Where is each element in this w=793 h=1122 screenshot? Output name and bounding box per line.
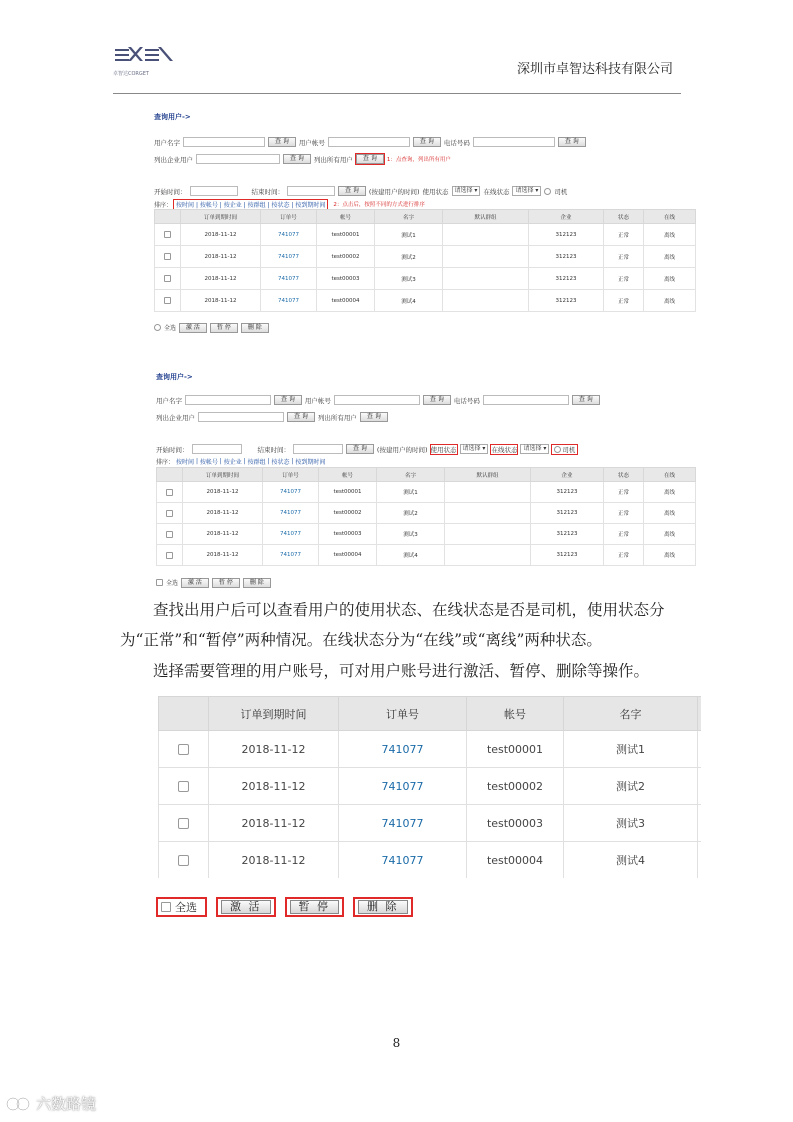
cell (445, 482, 531, 503)
cell: 正常 (604, 224, 644, 246)
cell: 741077 (263, 545, 319, 566)
select-all-checkbox[interactable] (161, 902, 171, 912)
cell: 离线 (644, 545, 696, 566)
cell: 741077 (261, 224, 317, 246)
col-header (698, 697, 702, 731)
row-checkbox[interactable] (178, 818, 189, 829)
cell: 测试3 (564, 805, 698, 842)
table-row[interactable] (157, 545, 696, 566)
delete-control (353, 897, 413, 917)
use-state-select[interactable]: 请选择 ▾ (452, 186, 481, 196)
cell (443, 268, 529, 290)
end-time-label: 结束时间： (251, 187, 284, 196)
table-header (155, 210, 696, 224)
start-time-label: 开始时间： (156, 445, 189, 454)
activate-button[interactable]: 激 活 (179, 323, 207, 333)
cell: 离线 (644, 290, 696, 312)
cell: 741077 (339, 805, 467, 842)
row-checkbox[interactable] (164, 275, 171, 282)
row-checkbox[interactable] (178, 744, 189, 755)
cell: test00003 (467, 805, 564, 842)
screenshot-panel-1 (148, 104, 701, 336)
cell (443, 290, 529, 312)
table-row[interactable] (159, 768, 702, 805)
cell: 2018-11-12 (209, 805, 339, 842)
query-button[interactable]: 查 询 (268, 137, 296, 147)
sort-by-expiry[interactable]: 按到期时间 (295, 201, 326, 209)
screenshot-panel-2 (150, 364, 701, 592)
col-header: 订单号 (261, 210, 317, 224)
user-name-input[interactable] (183, 137, 265, 147)
cell: 测试2 (564, 768, 698, 805)
col-header: 名字 (377, 468, 445, 482)
cell: test00004 (319, 545, 377, 566)
activate-control (216, 897, 276, 917)
cell: 2018-11-12 (183, 524, 263, 545)
cell: 741077 (263, 503, 319, 524)
table-row[interactable] (157, 503, 696, 524)
user-account-input[interactable] (328, 137, 410, 147)
note-sort: 2：点击后，按照不同的方式进行排序 (333, 202, 425, 208)
select-all-control[interactable] (156, 897, 207, 917)
cell: 741077 (261, 290, 317, 312)
cell: 离线 (644, 268, 696, 290)
cell: 741077 (339, 768, 467, 805)
cell: 741077 (339, 731, 467, 768)
table-row[interactable] (155, 268, 696, 290)
col-header: 订单号 (339, 697, 467, 731)
company-name: 深圳市卓智达科技有限公司 (516, 62, 673, 77)
list-all-query-button[interactable]: 查 询 (356, 154, 384, 164)
watermark (6, 1093, 96, 1114)
row-checkbox[interactable] (178, 855, 189, 866)
row-checkbox[interactable] (166, 510, 173, 517)
col-header: 帐号 (319, 468, 377, 482)
cell: 2018-11-12 (183, 545, 263, 566)
driver-checkbox[interactable] (554, 446, 561, 453)
select-all-checkbox[interactable] (154, 324, 161, 331)
online-state-select[interactable]: 请选择 ▾ (512, 186, 541, 196)
watermark-logo-icon (6, 1095, 30, 1113)
user-name-label: 用户名字 (156, 396, 182, 405)
cell: 312123 (531, 482, 604, 503)
cell: 312123 (529, 246, 604, 268)
query-button[interactable]: 查 询 (413, 137, 441, 147)
list-company-label: 列出企业用户 (156, 413, 195, 422)
cell: 正常 (604, 545, 644, 566)
cell (443, 224, 529, 246)
list-all-label: 列出所有用户 (317, 413, 357, 422)
col-header: 状态 (604, 468, 644, 482)
note-list-all: 1：点查询，列出所有用户 (386, 157, 451, 163)
activate-button[interactable]: 激 活 (181, 578, 209, 588)
start-time-input[interactable] (190, 186, 238, 196)
row-checkbox[interactable] (166, 531, 173, 538)
col-header: 名字 (564, 697, 698, 731)
cell: 2018-11-12 (183, 482, 263, 503)
cell: test00002 (319, 503, 377, 524)
sort-by-account[interactable]: 按帐号 (199, 201, 218, 209)
cell: 测试2 (375, 246, 443, 268)
cell: 测试3 (375, 268, 443, 290)
cell: 测试1 (375, 224, 443, 246)
paragraph-2: 为“正常”和“暂停”两种情况。在线状态分为“在线”或“离线”两种状态。 (120, 631, 602, 649)
cell: 741077 (261, 268, 317, 290)
col-header: 默认群组 (443, 210, 529, 224)
cell: 离线 (644, 503, 696, 524)
paragraph-3: 选择需要管理的用户账号，可对用户账号进行激活、暂停、删除等操作。 (153, 662, 650, 680)
query-button[interactable]: 查 询 (287, 412, 315, 422)
cell (443, 246, 529, 268)
cell: 离线 (644, 524, 696, 545)
cell: 312123 (529, 268, 604, 290)
cell: 741077 (339, 842, 467, 879)
sort-by-time[interactable]: 按时间 (176, 201, 195, 209)
cell: 测试1 (377, 482, 445, 503)
cell: test00002 (467, 768, 564, 805)
panel-title: 查询用户-> (156, 373, 193, 381)
select-all-label: 全选 (175, 901, 197, 914)
sort-prefix: 排序： (154, 201, 173, 209)
watermark-text: 六数路镜 (36, 1095, 97, 1113)
cell: test00002 (317, 246, 375, 268)
cell: 2018-11-12 (181, 290, 261, 312)
select-all-label: 全选 (166, 580, 179, 587)
cell: 2018-11-12 (209, 768, 339, 805)
sort-bar (154, 199, 425, 209)
col-header: 在线 (644, 468, 696, 482)
list-all-label: 列出所有用户 (313, 155, 353, 164)
col-header: 订单号 (263, 468, 319, 482)
col-header: 在线 (644, 210, 696, 224)
sort-by-company[interactable]: 按企业 (223, 458, 242, 466)
user-name-input[interactable] (185, 395, 271, 405)
list-company-label: 列出企业用户 (154, 155, 193, 164)
user-table (156, 467, 696, 566)
phone-label: 电话号码 (443, 138, 470, 147)
query-button[interactable]: 查 询 (423, 395, 451, 405)
driver-toggle[interactable] (552, 445, 577, 454)
sort-by-group[interactable]: 按群组 (247, 201, 266, 209)
logo-text: 卓智达CORGET (113, 71, 149, 77)
created-time-label: (按建用户的时间) (368, 187, 420, 196)
phone-label: 电话号码 (453, 396, 480, 405)
cell: 正常 (604, 246, 644, 268)
created-time-label: (按建用户的时间) (376, 445, 428, 454)
page-number: 8 (392, 1036, 401, 1050)
sort-links: 按时间 | 按帐号 | 按企业 | 按群组 | 按状态 | 按到期时间 (176, 201, 326, 209)
sort-prefix: 排序： (156, 458, 175, 466)
cell (445, 503, 531, 524)
cell: 离线 (644, 246, 696, 268)
query-button[interactable]: 查 询 (283, 154, 311, 164)
delete-button[interactable]: 删 除 (358, 900, 408, 914)
select-all-label: 全选 (164, 325, 177, 332)
table-row[interactable] (159, 842, 702, 879)
cell: 741077 (263, 524, 319, 545)
cell: test00003 (317, 268, 375, 290)
table-row[interactable] (155, 246, 696, 268)
cell: test00004 (317, 290, 375, 312)
cell: 离线 (644, 482, 696, 503)
row-checkbox[interactable] (164, 231, 171, 238)
query-button[interactable]: 查 询 (346, 444, 374, 454)
cell: 2018-11-12 (181, 246, 261, 268)
sort-by-group[interactable]: 按群组 (247, 458, 266, 466)
sort-by-state[interactable]: 按状态 (271, 201, 290, 209)
table-row[interactable] (157, 524, 696, 545)
pause-button[interactable]: 暂 停 (212, 578, 240, 588)
panel-title: 查询用户-> (154, 113, 191, 121)
cell: 2018-11-12 (181, 224, 261, 246)
driver-label: 司机 (554, 187, 568, 196)
online-state-label: 在线状态 (491, 445, 518, 454)
query-button[interactable]: 查 询 (558, 137, 586, 147)
table-header (157, 468, 696, 482)
row-checkbox[interactable] (164, 253, 171, 260)
user-table (154, 209, 696, 312)
col-header: 订单到期时间 (183, 468, 263, 482)
cell: 正常 (604, 503, 644, 524)
cell: 312123 (531, 503, 604, 524)
col-header (155, 210, 181, 224)
cell: 2018-11-12 (181, 268, 261, 290)
cell: 正常 (604, 290, 644, 312)
use-state-label: 使用状态 (430, 445, 457, 454)
pause-button[interactable]: 暂 停 (290, 900, 340, 914)
cell: 测试4 (564, 842, 698, 879)
cell: test00001 (319, 482, 377, 503)
cell: 离线 (644, 224, 696, 246)
col-header (159, 697, 209, 731)
user-account-input[interactable] (334, 395, 420, 405)
cell: 测试4 (377, 545, 445, 566)
cell: 312123 (531, 545, 604, 566)
cell: test00001 (467, 731, 564, 768)
online-state-select[interactable]: 请选择 ▾ (520, 444, 549, 454)
cell: 测试4 (375, 290, 443, 312)
online-state-label: 在线状态 (483, 187, 510, 196)
cell: 测试1 (564, 731, 698, 768)
paragraph-1: 查找出用户后可以查看用户的使用状态、在线状态是否是司机，使用状态分 (153, 601, 665, 619)
company-input[interactable] (198, 412, 284, 422)
pause-button[interactable]: 暂 停 (210, 323, 238, 333)
cell: 正常 (604, 524, 644, 545)
col-header: 默认群组 (445, 468, 531, 482)
cell: 正常 (604, 482, 644, 503)
query-button[interactable]: 查 询 (274, 395, 302, 405)
row-checkbox[interactable] (166, 552, 173, 559)
col-header: 订单到期时间 (181, 210, 261, 224)
use-state-label: 使用状态 (422, 187, 449, 196)
bulk-actions (156, 897, 413, 917)
cell: 312123 (529, 224, 604, 246)
query-button[interactable]: 查 询 (338, 186, 366, 196)
table-header (159, 697, 702, 731)
query-button[interactable]: 查 询 (572, 395, 600, 405)
col-header: 企业 (531, 468, 604, 482)
header-divider (113, 93, 681, 94)
cell: test00003 (319, 524, 377, 545)
row-checkbox[interactable] (166, 489, 173, 496)
cell: 测试3 (377, 524, 445, 545)
list-all-query-button[interactable]: 查 询 (360, 412, 388, 422)
table-row[interactable] (155, 224, 696, 246)
cell (445, 545, 531, 566)
company-input[interactable] (196, 154, 280, 164)
cell: 741077 (261, 246, 317, 268)
cell: test00004 (467, 842, 564, 879)
start-time-label: 开始时间： (154, 187, 187, 196)
table-row[interactable] (157, 482, 696, 503)
user-table-zoomed (158, 696, 701, 878)
cell: 2018-11-12 (209, 842, 339, 879)
cell: test00001 (317, 224, 375, 246)
col-header: 帐号 (467, 697, 564, 731)
sort-by-expiry[interactable]: 按到期时间 (295, 458, 326, 466)
sort-bar: 排序： 按时间 | 按帐号 | 按企业 | 按群组 | 按状态 | 按到期时间 (156, 457, 326, 466)
sort-by-account[interactable]: 按帐号 (199, 458, 218, 466)
table-row[interactable] (155, 290, 696, 312)
table-row[interactable] (159, 731, 702, 768)
cell (445, 524, 531, 545)
cell: 正常 (604, 268, 644, 290)
col-header: 帐号 (317, 210, 375, 224)
select-all-checkbox[interactable] (156, 579, 163, 586)
end-time-label: 结束时间： (257, 445, 290, 454)
cell: 312123 (531, 524, 604, 545)
cell: 2018-11-12 (209, 731, 339, 768)
sort-by-state[interactable]: 按状态 (271, 458, 290, 466)
delete-button[interactable]: 删 除 (243, 578, 271, 588)
use-state-select[interactable]: 请选择 ▾ (460, 444, 489, 454)
user-name-label: 用户名字 (154, 138, 180, 147)
row-checkbox[interactable] (164, 297, 171, 304)
col-header: 状态 (604, 210, 644, 224)
cell: 2018-11-12 (183, 503, 263, 524)
start-time-input[interactable] (192, 444, 242, 454)
col-header (157, 468, 183, 482)
user-account-label: 用户帐号 (298, 138, 325, 147)
driver-checkbox[interactable] (544, 188, 551, 195)
phone-input[interactable] (483, 395, 569, 405)
cell: 测试2 (377, 503, 445, 524)
delete-button[interactable]: 删 除 (241, 323, 269, 333)
col-header: 订单到期时间 (209, 697, 339, 731)
cell: 312123 (529, 290, 604, 312)
table-row[interactable] (159, 805, 702, 842)
user-account-label: 用户帐号 (304, 396, 331, 405)
end-time-input[interactable] (293, 444, 343, 454)
pause-control (285, 897, 345, 917)
col-header: 名字 (375, 210, 443, 224)
row-checkbox[interactable] (178, 781, 189, 792)
col-header: 企业 (529, 210, 604, 224)
activate-button[interactable]: 激 活 (221, 900, 271, 914)
end-time-input[interactable] (287, 186, 335, 196)
sort-by-time[interactable]: 按时间 (176, 458, 195, 466)
cell: 741077 (263, 482, 319, 503)
phone-input[interactable] (473, 137, 555, 147)
sort-by-company[interactable]: 按企业 (223, 201, 242, 209)
driver-label: 司机 (562, 445, 576, 454)
